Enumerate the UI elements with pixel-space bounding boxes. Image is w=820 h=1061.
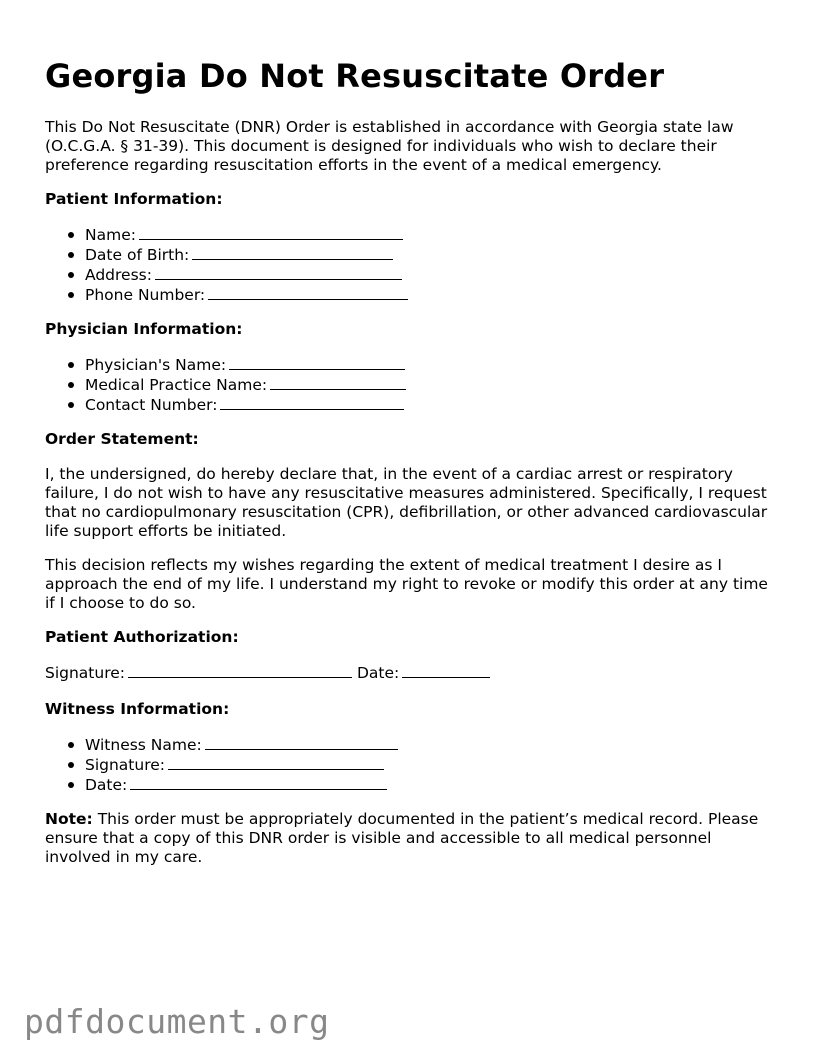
patient-phone-blank[interactable] — [208, 285, 408, 300]
list-item — [85, 375, 775, 395]
note-paragraph — [45, 810, 775, 867]
physician-name-blank[interactable] — [229, 355, 405, 370]
patient-name-label: Name: — [85, 226, 136, 244]
witness-date-label: Date: — [85, 776, 128, 794]
witness-info-heading: Witness Information: — [45, 700, 230, 718]
physician-name-label: Physician's Name: — [85, 356, 227, 374]
patient-dob-blank[interactable] — [192, 245, 393, 260]
witness-signature-blank[interactable] — [168, 755, 384, 770]
contact-number-blank[interactable] — [220, 395, 404, 410]
contact-number-label: Contact Number: — [85, 396, 218, 414]
date-blank[interactable] — [402, 663, 490, 678]
list-item — [85, 265, 775, 285]
list-item — [85, 735, 775, 755]
witness-date-blank[interactable] — [130, 775, 387, 790]
patient-dob-label: Date of Birth: — [85, 246, 190, 264]
practice-name-label: Medical Practice Name: — [85, 376, 268, 394]
list-item — [85, 775, 775, 795]
patient-info-list — [45, 225, 775, 305]
physician-info-heading: Physician Information: — [45, 320, 243, 338]
order-statement-heading: Order Statement: — [45, 430, 199, 448]
witness-name-blank[interactable] — [205, 735, 398, 750]
witness-signature-label: Signature: — [85, 756, 165, 774]
witness-info-list — [45, 735, 775, 795]
physician-info-list — [45, 355, 775, 415]
patient-info-heading: Patient Information: — [45, 190, 223, 208]
document-page — [45, 52, 775, 882]
patient-address-label: Address: — [85, 266, 152, 284]
watermark-text: pdfdocument.org — [24, 1002, 330, 1041]
list-item — [85, 355, 775, 375]
signature-label: Signature: — [45, 664, 125, 682]
patient-name-blank[interactable] — [139, 225, 403, 240]
note-label: Note: — [45, 810, 93, 828]
note-text: This order must be appropriately documented in the patient’s medical record. Please ensure that a copy of this DNR order is visible and accessible to all medical personnel involved in my care. — [45, 810, 759, 866]
order-statement-paragraph-2: This decision reflects my wishes regarding the extent of medical treatment I desire as I approach the end of my life. I understand my right to revoke or modify this order at any time if I choose to do so. — [45, 556, 768, 612]
document-title: Georgia Do Not Resuscitate Order — [45, 57, 665, 95]
signature-blank[interactable] — [128, 663, 352, 678]
list-item — [85, 285, 775, 305]
practice-name-blank[interactable] — [270, 375, 406, 390]
intro-paragraph: This Do Not Resuscitate (DNR) Order is established in accordance with Georgia state law (O.C.G.A. § 31-39). This document is designed for individuals who wish to declare their preference regarding resuscitation efforts in the event of a medical emergency. — [45, 118, 734, 174]
list-item — [85, 225, 775, 245]
witness-name-label: Witness Name: — [85, 736, 202, 754]
date-label: Date: — [356, 664, 400, 682]
patient-address-blank[interactable] — [155, 265, 402, 280]
order-statement-paragraph-1: I, the undersigned, do hereby declare that, in the event of a cardiac arrest or respiratory failure, I do not wish to have any resuscitative measures administered. Specifically, I request that no cardiopulmonary resuscitation (CPR), defibrillation, or other advanced cardiovascular life support efforts be initiated. — [45, 465, 768, 540]
list-item — [85, 755, 775, 775]
list-item — [85, 395, 775, 415]
patient-phone-label: Phone Number: — [85, 286, 206, 304]
patient-signature-line — [45, 663, 775, 683]
patient-authorization-heading: Patient Authorization: — [45, 628, 239, 646]
list-item — [85, 245, 775, 265]
